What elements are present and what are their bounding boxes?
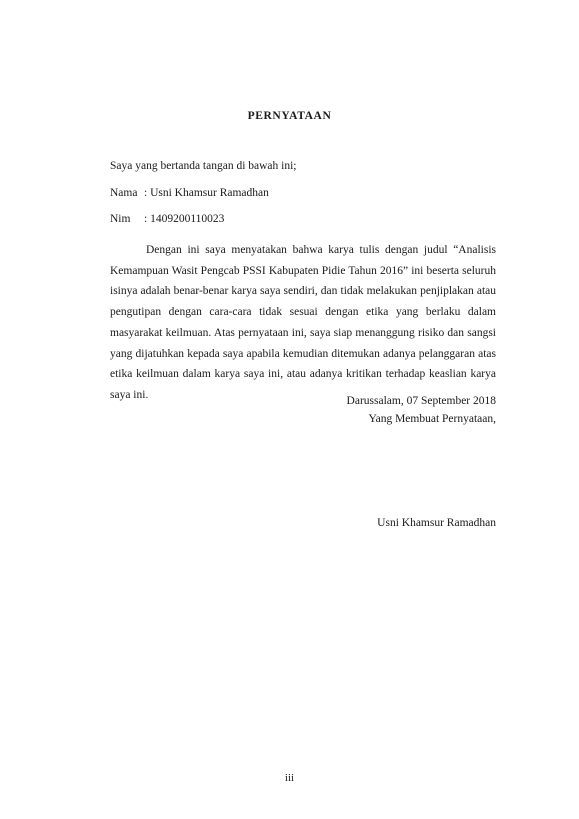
nim-field-row — [110, 213, 224, 225]
name-field-separator: : — [144, 187, 148, 199]
nim-field-label: Nim — [110, 213, 131, 225]
name-field-value: Usni Khamsur Ramadhan — [150, 187, 269, 199]
name-field-label: Nama — [110, 187, 138, 199]
page-number: iii — [284, 772, 295, 784]
name-field-row — [110, 187, 269, 199]
statement-paragraph: Dengan ini saya menyatakan bahwa karya tulis dengan judul “Analisis Kemampuan Wasit Pengcab PSSI Kabupaten Pidie Tahun 2016” ini beserta seluruh isinya adalah benar-benar karya saya sendiri, dan tidak melakukan penjiplakan atau pengutipan dengan cara-cara tidak sesuai dengan etika yang berlaku dalam masyarakat keilmuan. Atas pernyataan ini, saya siap menanggung risiko dan sangsi yang dijatuhkan kepada saya apabila kemudian ditemukan adanya pelanggaran atas etika keilmuan dalam karya saya ini, atau adanya kritikan terhadap keaslian karya saya ini. — [110, 244, 496, 401]
signer-name: Usni Khamsur Ramadhan — [377, 517, 496, 529]
nim-field-separator: : — [144, 213, 148, 225]
place-date: Darussalam, 07 September 2018 — [346, 395, 496, 407]
intro-text: Saya yang bertanda tangan di bawah ini; — [110, 160, 297, 172]
page-title: PERNYATAAN — [247, 110, 332, 122]
signer-role: Yang Membuat Pernyataan, — [368, 413, 496, 425]
nim-field-value: 1409200110023 — [150, 213, 225, 225]
